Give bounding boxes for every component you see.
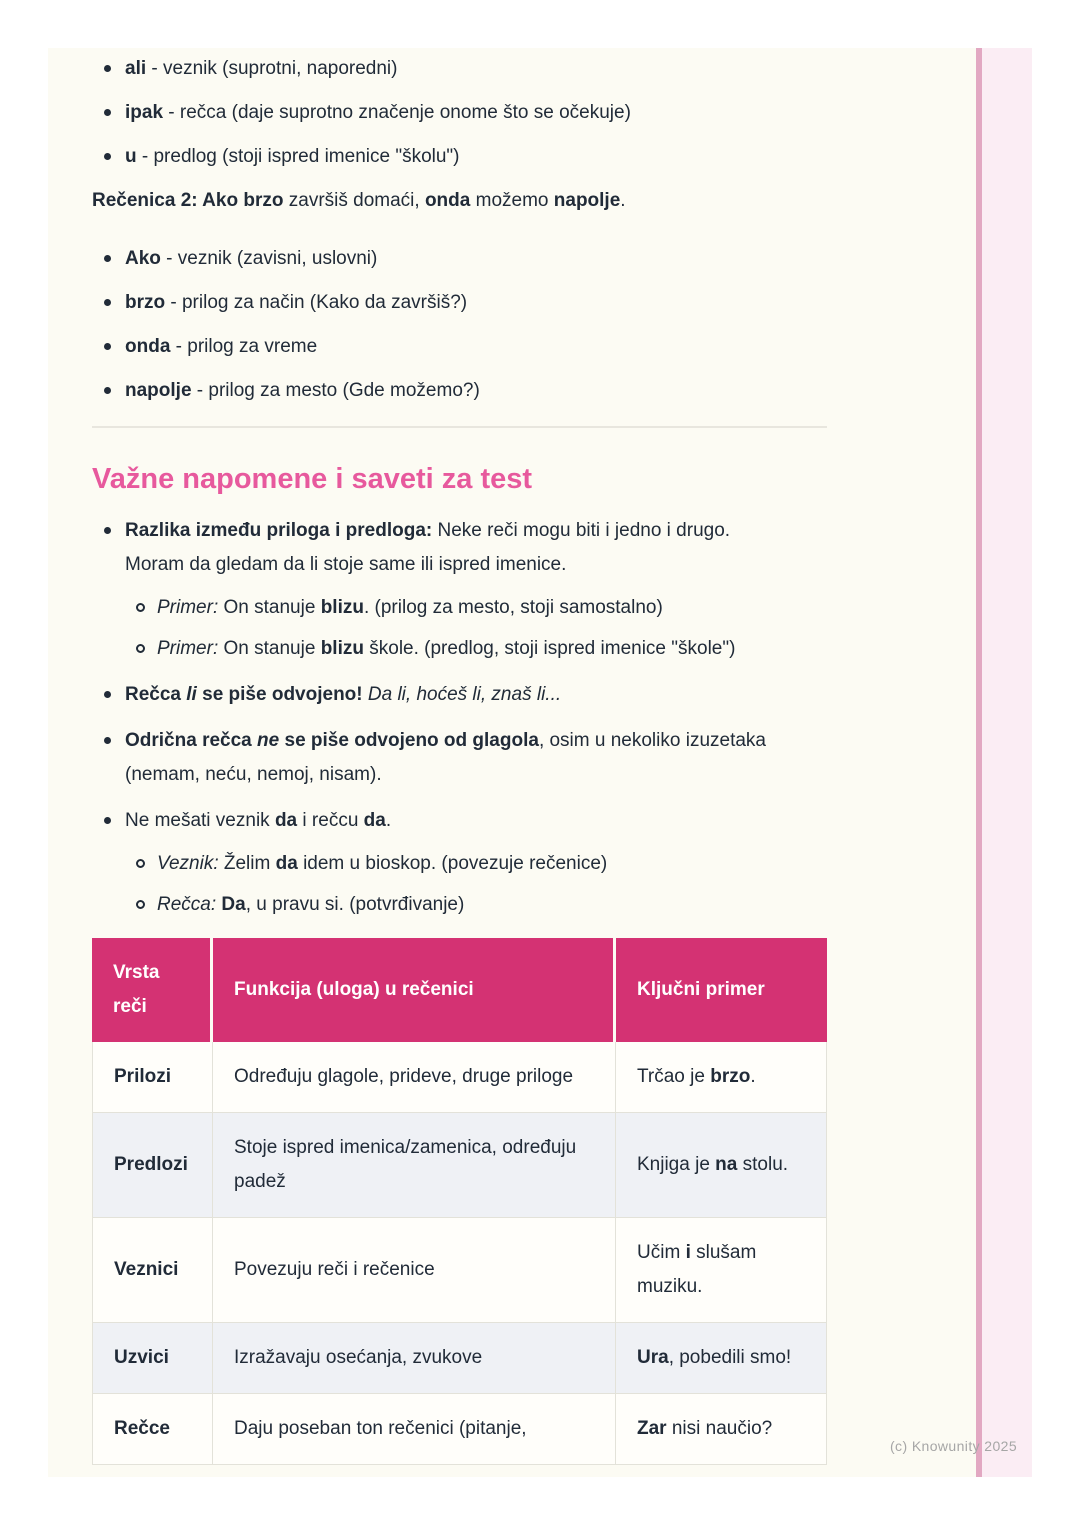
text-run: da <box>363 810 386 831</box>
table-row <box>92 1394 827 1465</box>
text-run: napolje <box>553 190 621 211</box>
text-run: - prilog za mesto (Gde možemo?) <box>191 380 480 401</box>
copyright-watermark: (c) Knowunity 2025 <box>890 1438 1018 1454</box>
sub-list-item <box>125 632 827 666</box>
text-run: završiš domaći, <box>283 190 425 211</box>
list-item <box>92 96 827 130</box>
table-cell-example <box>616 1394 827 1465</box>
text-run: Da li, hoćeš li, znaš li... <box>367 684 562 705</box>
table-cell-word-type: Uzvici <box>92 1323 213 1394</box>
text-run: da <box>274 810 298 831</box>
text-run: škole. (predlog, stoji ispred imenice "škole") <box>363 638 736 659</box>
text-run: Učim <box>637 1242 686 1263</box>
text-run: , osim u nekoliko izuzetaka <box>538 730 766 751</box>
text-run: možemo <box>470 190 554 211</box>
text-run: Daju poseban ton rečenici (pitanje, <box>234 1418 527 1439</box>
text-run: Knjiga je <box>637 1154 716 1175</box>
list-item <box>92 724 827 792</box>
text-run: Izražavaju osećanja, zvukove <box>234 1347 483 1368</box>
list-item <box>92 374 827 408</box>
page-edge-stripe-band <box>982 48 1032 1477</box>
text-run: se piše odvojeno od glagola <box>279 730 539 751</box>
text-run: Primer: <box>157 597 219 618</box>
table-cell-example <box>616 1323 827 1394</box>
text-run: Trčao je <box>637 1066 711 1087</box>
summary-table-body <box>92 1042 827 1465</box>
text-run: da <box>275 853 298 874</box>
text-run: nisi naučio? <box>666 1418 773 1439</box>
text-run: Ako <box>125 248 161 269</box>
sentence-2 <box>92 184 827 218</box>
text-run: slušam muziku. <box>637 1242 757 1297</box>
text-run: - veznik (zavisni, uslovni) <box>160 248 378 269</box>
text-run: Stoje ispred imenica/zamenica, određuju padež <box>234 1137 577 1192</box>
text-run: u <box>125 146 137 167</box>
text-run: blizu <box>320 597 364 618</box>
text-run: napolje <box>125 380 192 401</box>
word-analysis-list-2 <box>92 242 827 408</box>
table-cell-function <box>213 1218 616 1323</box>
sub-list-item <box>125 591 827 625</box>
table-row <box>92 1323 827 1394</box>
section-divider <box>92 426 827 428</box>
list-item <box>92 678 827 712</box>
table-cell-function <box>213 1113 616 1218</box>
text-run: Razlika između priloga i predloga: <box>125 520 433 541</box>
text-run: blizu <box>320 638 364 659</box>
table-header-cell: Funkcija (uloga) u rečenici <box>213 938 616 1042</box>
sub-list-item <box>125 847 827 881</box>
summary-table-head <box>92 938 827 1042</box>
text-run: idem u bioskop. (povezuje rečenice) <box>297 853 608 874</box>
text-run: - prilog za način (Kako da završiš?) <box>165 292 468 313</box>
text-run: i rečcu <box>297 810 364 831</box>
text-run: se piše odvojeno! <box>196 684 363 705</box>
text-run: , u pravu si. (potvrđivanje) <box>245 894 465 915</box>
text-run: li <box>186 684 197 705</box>
table-cell-function <box>213 1323 616 1394</box>
text-run: onda <box>125 336 171 357</box>
list-item <box>92 330 827 364</box>
page-content <box>48 48 827 1465</box>
text-run: . (prilog za mesto, stoji samostalno) <box>363 597 663 618</box>
table-cell-function <box>213 1042 616 1113</box>
table-header-cell: Ključni primer <box>616 938 827 1042</box>
table-row <box>92 1113 827 1218</box>
table-cell-example <box>616 1218 827 1323</box>
text-run: onda <box>424 190 471 211</box>
text-run: . <box>750 1066 756 1087</box>
table-cell-word-type: Prilozi <box>92 1042 213 1113</box>
text-run: stolu. <box>737 1154 789 1175</box>
list-item <box>92 52 827 86</box>
list-item <box>92 514 827 666</box>
table-cell-word-type: Predlozi <box>92 1113 213 1218</box>
text-run: - predlog (stoji ispred imenice "školu") <box>136 146 460 167</box>
sub-list <box>125 847 827 922</box>
summary-table <box>92 938 827 1465</box>
table-cell-example <box>616 1042 827 1113</box>
text-run: - veznik (suprotni, naporedni) <box>146 58 398 79</box>
text-run: Odrična rečca <box>125 730 258 751</box>
text-run: - rečca (daje suprotno značenje onome što se očekuje) <box>163 102 631 123</box>
table-header-row <box>92 938 827 1042</box>
text-run: Povezuju reči i rečenice <box>234 1259 435 1280</box>
notes-list <box>92 514 827 922</box>
table-header-cell: Vrsta reči <box>92 938 213 1042</box>
text-run: na <box>715 1154 738 1175</box>
list-item <box>92 140 827 174</box>
text-run: brzo <box>710 1066 751 1087</box>
text-run: i <box>685 1242 691 1263</box>
word-analysis-list-1 <box>92 52 827 174</box>
table-cell-function <box>213 1394 616 1465</box>
table-cell-example <box>616 1113 827 1218</box>
sub-list <box>125 591 827 666</box>
text-run: ali <box>125 58 147 79</box>
section-heading: Važne napomene i saveti za test <box>92 463 533 495</box>
list-item <box>92 804 827 922</box>
text-run: Moram da gledam da li stoje same ili ispred imenice. <box>125 554 567 575</box>
text-run: Zar <box>637 1418 667 1439</box>
text-run: Primer: <box>157 638 219 659</box>
text-run: On stanuje <box>218 638 321 659</box>
text-run: brzo <box>125 292 166 313</box>
text-run: Rečca: <box>157 894 217 915</box>
text-run: On stanuje <box>218 597 321 618</box>
sub-list-item <box>125 888 827 922</box>
text-run: - prilog za vreme <box>170 336 318 357</box>
table-row <box>92 1218 827 1323</box>
text-run: Rečca <box>125 684 187 705</box>
table-cell-word-type: Veznici <box>92 1218 213 1323</box>
list-item <box>92 286 827 320</box>
text-run: Ne mešati veznik <box>125 810 275 831</box>
table-row <box>92 1042 827 1113</box>
text-run: , pobedili smo! <box>668 1347 792 1368</box>
text-run: ipak <box>125 102 164 123</box>
text-run: Da <box>221 894 246 915</box>
page-card <box>48 48 976 1477</box>
text-run: Ura <box>637 1347 669 1368</box>
text-run: . <box>385 810 392 831</box>
text-run: Rečenica 2: Ako brzo <box>92 190 284 211</box>
list-item <box>92 242 827 276</box>
text-run: Veznik: <box>157 853 219 874</box>
text-run: (nemam, neću, nemoj, nisam). <box>125 764 382 785</box>
text-run: Želim <box>218 853 276 874</box>
text-run: Određuju glagole, prideve, druge priloge <box>234 1066 574 1087</box>
text-run: Neke reči mogu biti i jedno i drugo. <box>432 520 731 541</box>
text-run: . <box>620 190 626 211</box>
text-run: ne <box>257 730 280 751</box>
table-cell-word-type: Rečce <box>92 1394 213 1465</box>
